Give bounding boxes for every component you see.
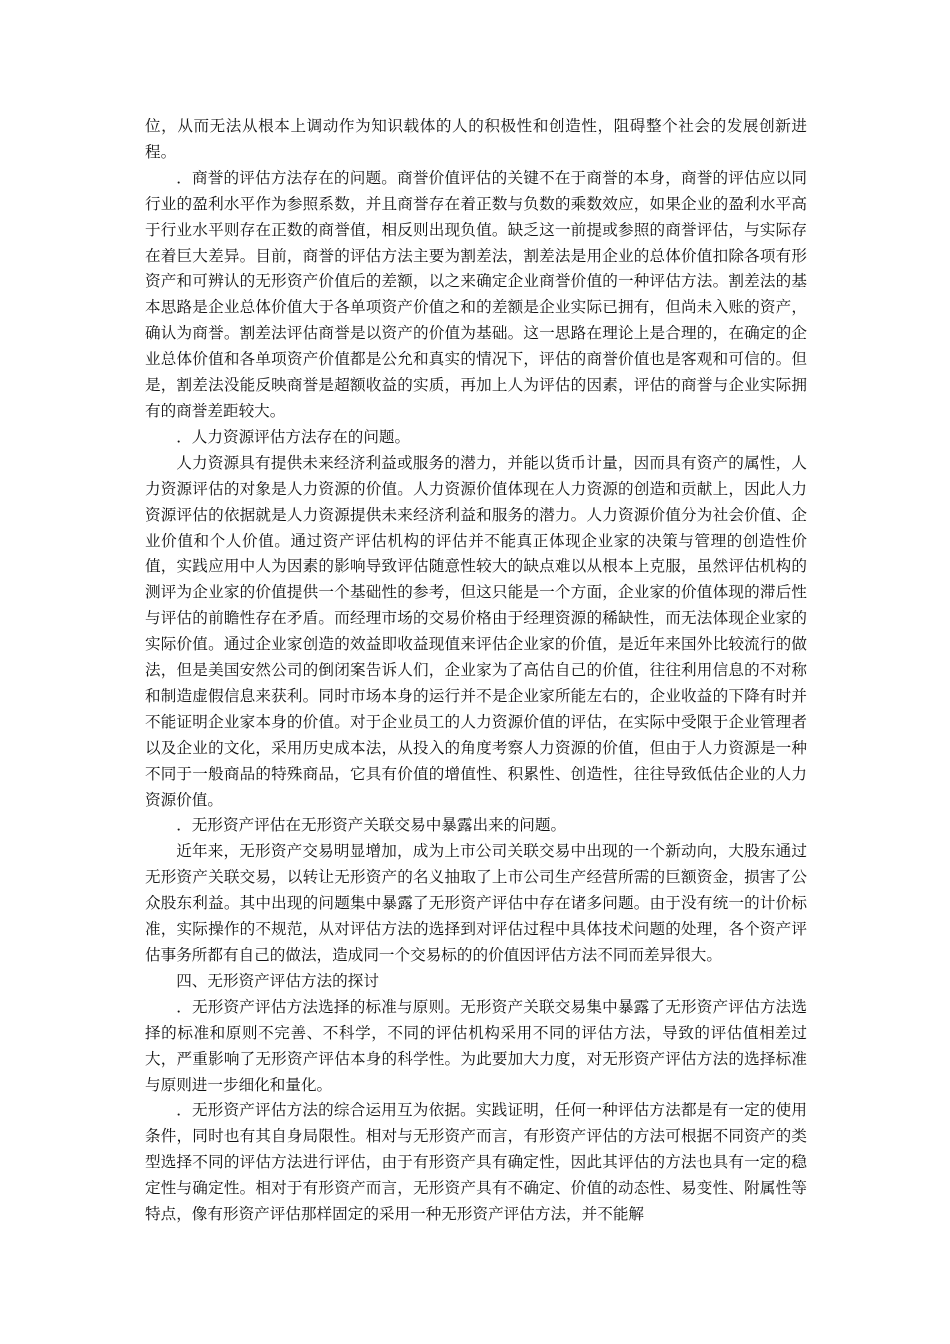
heading-related-transaction-issue: ．无形资产评估在无形资产关联交易中暴露出来的问题。	[176, 816, 567, 835]
paragraph-method-combination: ．无形资产评估方法的综合运用互为依据。实践证明，任何一种评估方法都是有一定的使用条件，同时也有其自身局限性。相对与无形资产而言，有形资产评估的方法可根据不同资产的类型选择不同的评估方法进行评估，由于有形资产具有确定性，因此其评估的方法也具有一定的稳定性与确定性。相对于有形资产而言，无形资产具有不确定、价值的动态性、易变性、附属性等特点，像有形资产评估那样固定的采用一种无形资产评估方法，并不能解	[145, 1101, 807, 1224]
heading-human-resource-issue: ．人力资源评估方法存在的问题。	[176, 427, 411, 446]
paragraph-human-resource: 人力资源具有提供未来经济利益或服务的潜力，并能以货币计量，因而具有资产的属性，人力资源评估的对象是人力资源的价值。人力资源价值体现在人力资源的创造和贡献上，因此人力资源评估的依据就是人力资源提供未来经济利益和服务的潜力。人力资源价值分为社会价值、企业价值和个人价值。通过资产评估机构的评估并不能真正体现企业家的决策与管理的创造性价值，实践应用中人为因素的影响导致评估随意性较大的缺点难以从根本上克服，虽然评估机构的测评为企业家的价值提供一个基础性的参考，但这只能是一个方面，企业家的价值体现的滞后性与评估的前瞻性存在矛盾。而经理市场的交易价格由于经理资源的稀缺性，而无法体现企业家的实际价值。通过企业家创造的效益即收益现值来评估企业家的价值，是近年来国外比较流行的做法，但是美国安然公司的倒闭案告诉人们，企业家为了高估自己的价值，往往利用信息的不对称和制造虚假信息来获利。同时市场本身的运行并不是企业家所能左右的，企业收益的下降有时并不能证明企业家本身的价值。对于企业员工的人力资源价值的评估，在实际中受限于企业管理者以及企业的文化，采用历史成本法，从投入的角度考察人力资源的价值，但由于人力资源是一种不同于一般商品的特殊商品，它具有价值的增值性、积累性、创造性，往往导致低估企业的人力资源价值。	[145, 453, 807, 809]
paragraph-method-standards: ．无形资产评估方法选择的标准与原则。无形资产关联交易集中暴露了无形资产评估方法选择的标准和原则不完善、不科学，不同的评估机构采用不同的评估方法，导致的评估值相差过大，严重影响了无形资产评估本身的科学性。为此要加大力度，对无形资产评估方法的选择标准与原则进一步细化和量化。	[145, 997, 807, 1094]
section-heading-4: 四、无形资产评估方法的探讨	[176, 971, 379, 990]
paragraph-continuation: 位，从而无法从根本上调动作为知识载体的人的积极性和创造性，阻碍整个社会的发展创新进程。	[145, 117, 807, 161]
paragraph-related-transaction: 近年来，无形资产交易明显增加，成为上市公司关联交易中出现的一个新动向，大股东通过无形资产关联交易，以转让无形资产的名义抽取了上市公司生产经营所需的巨额资金，损害了公众股东利益。其中出现的问题集中暴露了无形资产评估中存在诸多问题。由于没有统一的计价标准，实际操作的不规范，从对评估方法的选择到对评估过程中具体技术问题的处理，各个资产评估事务所都有自己的做法，造成同一个交易标的的价值因评估方法不同而差异很大。	[145, 842, 807, 964]
document-page	[145, 114, 807, 1228]
paragraph-goodwill-issue: ．商誉的评估方法存在的问题。商誉价值评估的关键不在于商誉的本身，商誉的评估应以同行业的盈利水平作为参照系数，并且商誉存在着正数与负数的乘数效应，如果企业的盈利水平高于行业水平则存在正数的商誉值，相反则出现负值。缺乏这一前提或参照的商誉评估，与实际存在着巨大差异。目前，商誉的评估方法主要为割差法，割差法是用企业的总体价值扣除各项有形资产和可辨认的无形资产价值后的差额，以之来确定企业商誉价值的一种评估方法。割差法的基本思路是企业总体价值大于各单项资产价值之和的差额是企业实际已拥有，但尚未入账的资产，确认为商誉。割差法评估商誉是以资产的价值为基础。这一思路在理论上是合理的，在确定的企业总体价值和各单项资产价值都是公允和真实的情况下，评估的商誉价值也是客观和可信的。但是，割差法没能反映商誉是超额收益的实质，再加上人为评估的因素，评估的商誉与企业实际拥有的商誉差距较大。	[145, 168, 807, 420]
